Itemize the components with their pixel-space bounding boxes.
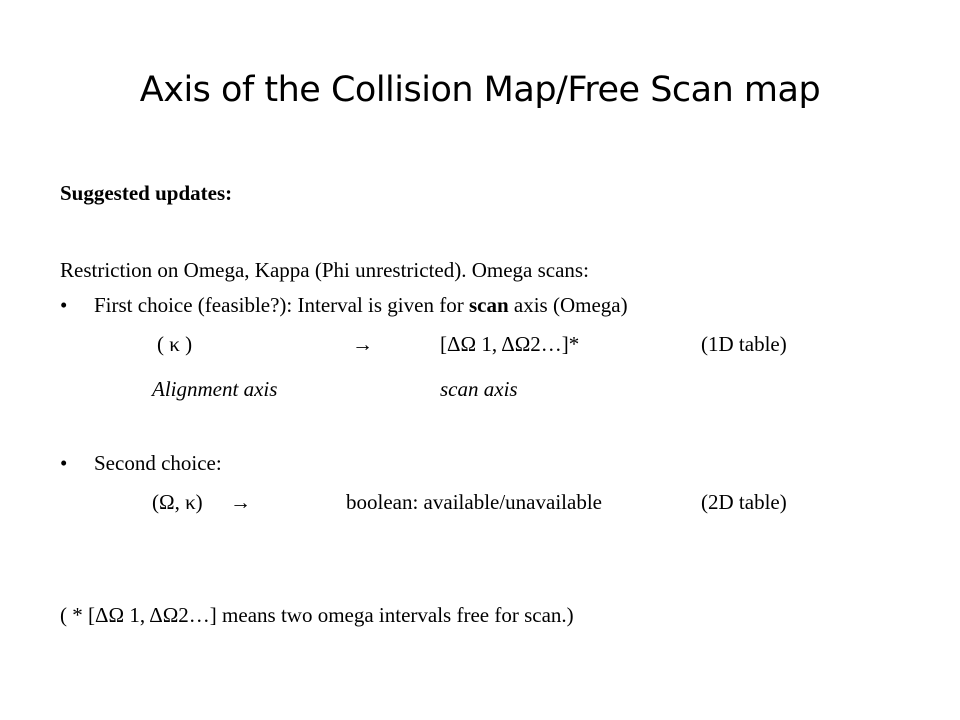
first-choice-arrow: → — [352, 332, 373, 356]
restriction-text: Restriction on Omega, Kappa (Phi unrestricted). Omega scans: — [60, 258, 589, 282]
first-choice-text — [94, 292, 628, 318]
footnote: ( * [ΔΩ 1, ΔΩ2…] means two omega intervals free for scan.) — [60, 603, 574, 627]
bullet-first: • — [60, 293, 68, 317]
second-choice-arrow: → — [230, 490, 251, 514]
section-heading: Suggested updates: — [60, 181, 233, 205]
first-choice-input: ( κ ) — [157, 332, 193, 356]
bullet-second: • — [60, 451, 68, 475]
alignment-axis-label: Alignment axis — [152, 377, 278, 401]
slide-title: Axis of the Collision Map/Free Scan map — [139, 70, 821, 110]
second-choice-label: Second choice: — [94, 451, 222, 475]
second-choice-table: (2D table) — [701, 490, 787, 514]
first-choice-emphasis: scan — [468, 293, 509, 317]
first-choice-output: [ΔΩ 1, ΔΩ2…]* — [440, 332, 580, 356]
first-choice-table: (1D table) — [701, 332, 787, 356]
second-choice-input: (Ω, κ) — [152, 490, 203, 514]
first-choice-suffix: axis (Omega) — [508, 293, 628, 317]
first-choice-prefix: First choice (feasible?): Interval is given for — [94, 293, 469, 317]
scan-axis-label: scan axis — [440, 377, 518, 401]
second-choice-output: boolean: available/unavailable — [346, 490, 602, 514]
